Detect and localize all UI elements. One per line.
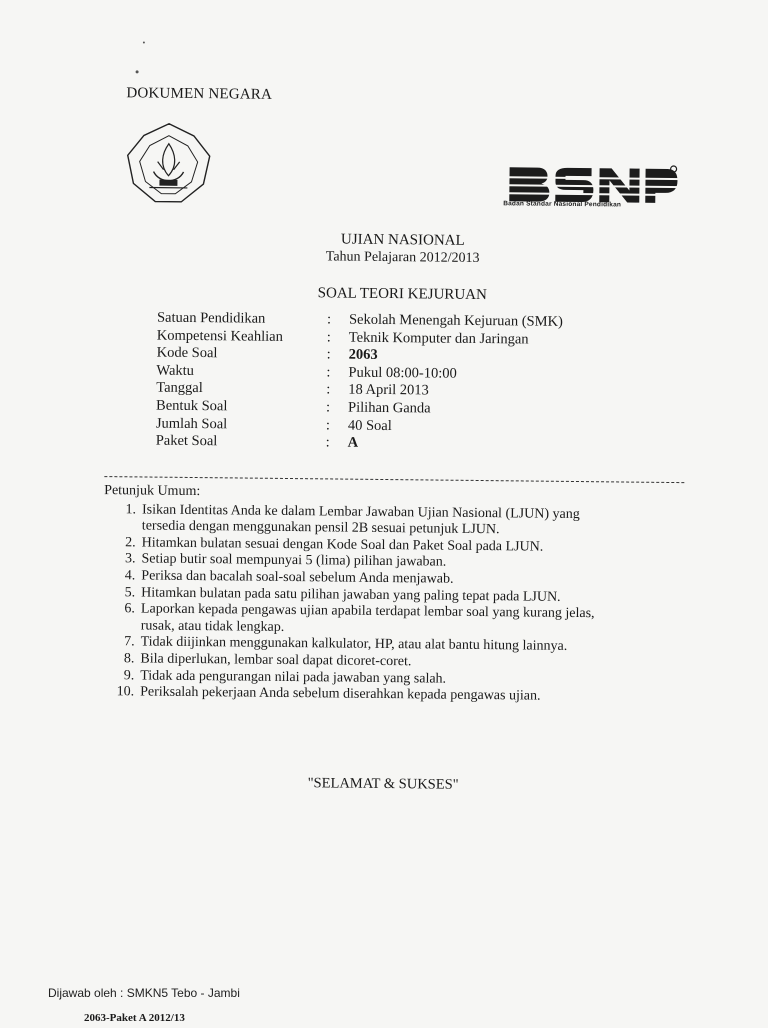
detail-separator: : (326, 328, 331, 346)
scan-speck (143, 41, 145, 43)
instruction-number: 9. (123, 667, 135, 683)
instruction-line: Isikan Identitas Anda ke dalam Lembar Jawaban Ujian Nasional (LJUN) yang (141, 502, 580, 522)
instruction-text (141, 602, 663, 641)
bsnp-logo (503, 159, 684, 217)
instruction-line: Laporkan kepada pengawas ujian apabila terdapat lembar soal yang kurang jelas, (140, 601, 595, 622)
detail-separator: : (326, 311, 332, 328)
bsnp-full-name: Badan Standar Nasional Pendidikan (503, 200, 622, 209)
exam-subject: SOAL TEORI KEJURUAN (317, 285, 487, 304)
detail-value: Sekolah Menengah Kejuruan (SMK) (348, 311, 563, 330)
detail-label: Kode Soal (156, 344, 218, 362)
instruction-line: Hitamkan bulatan pada satu pilihan jawaban yang paling tepat pada LJUN. (141, 585, 561, 605)
instruction-number: 1. (125, 501, 137, 517)
instruction-line: Bila diperlukan, lembar soal dapat dicoret-coret. (140, 651, 412, 670)
detail-value: 40 Soal (347, 417, 392, 434)
answered-by-note: Dijawab oleh : SMKN5 Tebo - Jambi (48, 986, 240, 1000)
document-classification: DOKUMEN NEGARA (126, 85, 273, 103)
detail-value: Pilihan Ganda (348, 399, 431, 417)
instruction-number: 5. (124, 584, 136, 600)
detail-label: Tanggal (156, 379, 203, 397)
tut-wuri-handayani-seal (123, 121, 214, 204)
detail-label: Satuan Pendidikan (156, 309, 266, 327)
detail-value: A (347, 434, 359, 451)
detail-label: Kompetensi Keahlian (156, 327, 283, 345)
detail-separator: : (326, 364, 331, 381)
detail-value: 2063 (348, 346, 378, 364)
academic-year: Tahun Pelajaran 2012/2013 (325, 249, 480, 266)
detail-label: Waktu (156, 362, 195, 379)
detail-separator: : (326, 381, 331, 398)
detail-value: Pukul 08:00-10:00 (348, 364, 457, 382)
instruction-number: 6. (124, 601, 136, 617)
instruction-line: Periksa dan bacalah soal-soal sebelum Anda menjawab. (141, 568, 454, 587)
instruction-line: Setiap butir soal mempunyai 5 (lima) pilihan jawaban. (141, 551, 447, 571)
exam-title: UJIAN NASIONAL (340, 231, 465, 249)
page-code: 2063-Paket A 2012/13 (84, 1012, 185, 1024)
divider (104, 476, 684, 483)
instruction-number: 4. (124, 568, 136, 584)
detail-value: Teknik Komputer dan Jaringan (348, 329, 529, 348)
instruction-number: 7. (124, 634, 135, 650)
instruction-number: 2. (125, 535, 136, 551)
detail-separator: : (325, 416, 331, 433)
detail-label: Paket Soal (155, 432, 218, 450)
instruction-number: 8. (123, 651, 135, 667)
detail-separator: : (325, 434, 330, 451)
instruction-line: rusak, atau tidak lengkap. (140, 618, 285, 635)
instruction-line: Tidak ada pengurangan nilai pada jawaban yang salah. (140, 667, 447, 687)
detail-row (156, 433, 636, 456)
detail-label: Bentuk Soal (156, 397, 228, 415)
instruction-number: 10. (116, 684, 135, 700)
instruction-text (142, 502, 664, 541)
instruction-line: Tidak diijinkan menggunakan kalkulator, HP, atau alat bantu hitung lainnya. (140, 634, 568, 655)
instruction-number: 3. (124, 551, 136, 567)
instructions-title: Petunjuk Umum: (104, 483, 201, 500)
detail-value: 18 April 2013 (348, 381, 429, 399)
detail-separator: : (326, 399, 331, 416)
instructions-list (102, 502, 664, 707)
detail-label: Jumlah Soal (155, 415, 228, 432)
detail-separator: : (326, 346, 331, 363)
general-instructions (102, 483, 664, 707)
instruction-line: Hitamkan bulatan sesuai dengan Kode Soal dan Paket Soal pada LJUN. (141, 535, 544, 555)
instruction-line: tersedia dengan menggunakan pensil 2B sesuai petunjuk LJUN. (141, 518, 500, 538)
scan-speck (136, 70, 139, 73)
exam-details (156, 310, 637, 456)
instruction-line: Periksalah pekerjaan Anda sebelum diserahkan kepada pengawas ujian. (140, 684, 541, 704)
closing-greeting: "SELAMAT & SUKSES" (307, 775, 459, 793)
